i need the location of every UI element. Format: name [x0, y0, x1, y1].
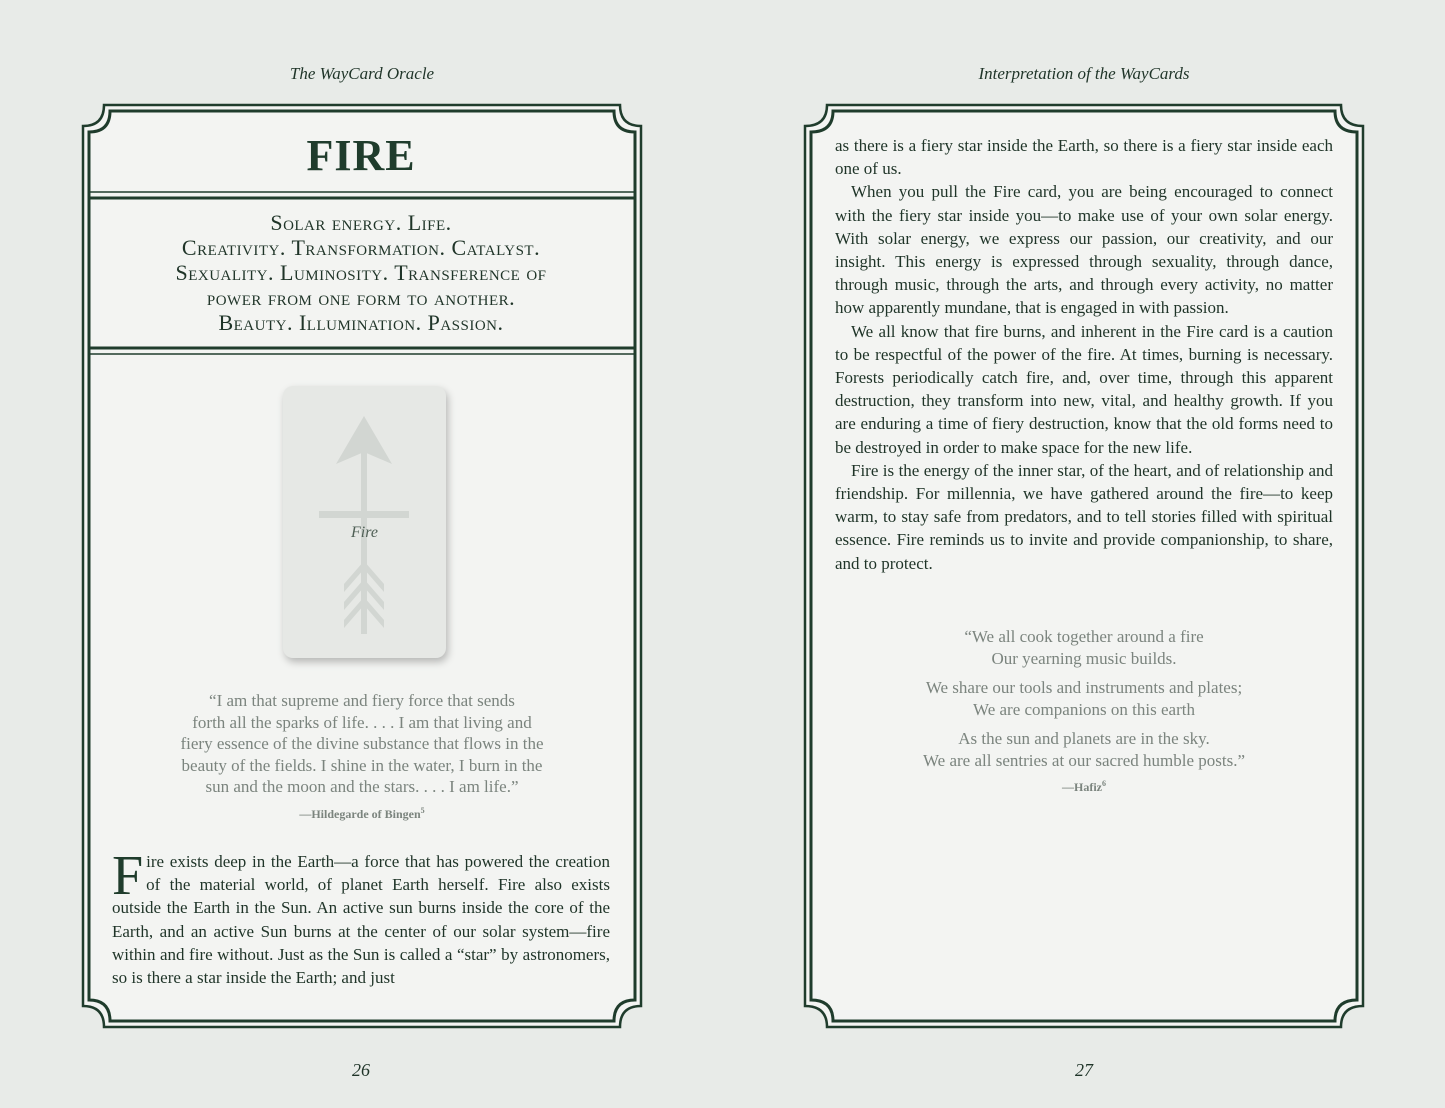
poem-line: As the sun and planets are in the sky. — [958, 729, 1210, 748]
page-number-right: 27 — [1075, 1060, 1093, 1080]
keyword-line: Solar energy. Life. — [270, 210, 452, 235]
poem-stanza — [835, 626, 1333, 669]
poem-quote — [835, 626, 1333, 799]
card-keywords — [88, 210, 634, 335]
keyword-line: Creativity. Transformation. Catalyst. — [181, 235, 541, 260]
right-page — [723, 0, 1445, 1108]
footnote-ref: 6 — [1102, 779, 1106, 788]
quote-line: “I am that supreme and fiery force that sends — [209, 691, 515, 710]
poem-line: We share our tools and instruments and plates; — [925, 678, 1243, 697]
quote-line: forth all the sparks of life. . . . I am that living and — [192, 712, 532, 732]
page-number-left: 26 — [352, 1060, 370, 1080]
card-title: FIRE — [306, 131, 416, 180]
body-paragraph: We all know that fire burns, and inherent in the Fire card is a caution to be respectful of the power of the fire. At times, burning is necessary. Forests periodically catch fire, and, over time, through this apparent destruction, they transform into new, vital, and healthy growth. If you are enduring a time of fiery destruction, know that the old forms need to be destroyed in order to make space for the new life. — [835, 321, 1333, 457]
poem-line: “We all cook together around a fire — [964, 627, 1204, 646]
quote-line: sun and the moon and the stars. . . . I am life.” — [205, 777, 519, 796]
footnote-ref: 5 — [420, 805, 425, 815]
body-paragraph: Fire is the energy of the inner star, of the heart, and of relationship and friendship. For millennia, we have gathered around the fire—to keep warm, to stay safe from predators, and to tell stories filled with spiritual essence. Fire reminds us to invite and provide companionship, to share, and to protect. — [835, 460, 1333, 573]
left-page — [0, 0, 722, 1108]
keyword-line: Beauty. Illumination. Passion. — [218, 310, 504, 335]
running-head-left: The WayCard Oracle — [289, 64, 435, 83]
body-text-left — [112, 845, 610, 989]
quote-line: beauty of the fields. I shine in the water, I burn in the — [181, 755, 543, 775]
body-text-right — [835, 134, 1333, 575]
running-head-right: Interpretation of the WayCards — [978, 64, 1190, 83]
card-image-label: Fire — [351, 524, 378, 541]
drop-cap: F — [112, 845, 144, 907]
quote-attribution: —Hildegarde of Bingen$^5$ — [299, 805, 425, 821]
poem-stanza — [835, 677, 1333, 720]
poem-attribution: —Hafiz$^6$ — [1062, 779, 1106, 794]
body-paragraph: ire exists deep in the Earth—a force that has powered the creation of the material world, of planet Earth herself. Fire also exists outside the Earth in the Sun. An active sun burns inside the core of the Earth, and an active Sun burns at the center of our solar system—fire within and fire without. Just as the Sun is called a “star” by astronomers, so is there a star inside the Earth; and just — [112, 852, 610, 988]
quote-line: fiery essence of the divine substance that flows in the — [180, 734, 544, 753]
poem-line: Our yearning music builds. — [991, 648, 1177, 668]
fire-card-image — [283, 386, 446, 658]
poem-line: We are all sentries at our sacred humble posts.” — [923, 750, 1245, 770]
arrow-icon — [283, 386, 446, 658]
epigraph-quote — [120, 690, 604, 825]
keyword-line: power from one form to another. — [206, 285, 516, 310]
body-paragraph: as there is a fiery star inside the Earth, so there is a fiery star inside each one of us. — [835, 136, 1333, 179]
poem-line: We are companions on this earth — [973, 699, 1195, 719]
keyword-line: Sexuality. Luminosity. Transference of — [175, 260, 547, 285]
body-paragraph: When you pull the Fire card, you are being encouraged to connect with the fiery star inside you—to make use of your own solar energy. With solar energy, we express our passion, our creativity, and our insight. This energy is expressed through sexuality, through dance, through music, through the arts, and through every activity, no matter how apparently mundane, that is engaged in with passion. — [835, 182, 1333, 318]
poem-stanza — [835, 728, 1333, 771]
